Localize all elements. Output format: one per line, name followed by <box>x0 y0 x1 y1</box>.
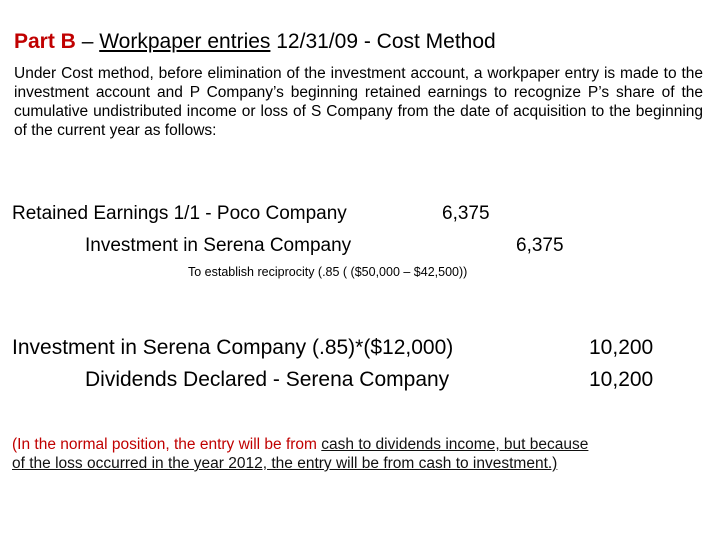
entry2-debit-amount: 10,200 <box>589 336 654 359</box>
entry2-credit-account: Dividends Declared - Serena Company <box>85 368 450 391</box>
intro-paragraph: Under Cost method, before elimination of the investment account, a workpaper entry is made to the investment account and P Company’s beginning retained earnings to recognize P’s share of the cumulative undistributed income or loss of S Company from the date of acquisition to the beginning of the current year as follows: <box>14 65 703 139</box>
entry2-debit-account: Investment in Serena Company (.85)*($12,000) <box>12 336 454 359</box>
entry1-credit-amount: 6,375 <box>516 235 564 256</box>
entry1-debit-account: Retained Earnings 1/1 - Poco Company <box>12 203 347 224</box>
page-title <box>14 30 496 54</box>
title-rest: 12/31/09 - Cost Method <box>270 30 496 53</box>
entry2-credit-amount: 10,200 <box>589 368 654 391</box>
title-underlined: Workpaper entries <box>99 30 271 53</box>
footnote-part2: cash to dividends income, but because <box>321 436 589 453</box>
footnote <box>12 435 704 473</box>
entry1-debit-amount: 6,375 <box>442 203 490 224</box>
footnote-line2: of the loss occurred in the year 2012, the entry will be from cash to investment.) <box>12 455 558 472</box>
title-part: Part B <box>14 30 76 53</box>
entry1-note: To establish reciprocity (.85 ( ($50,000 – $42,500)) <box>188 265 468 279</box>
footnote-part1: (In the normal position, the entry will be from <box>12 436 322 453</box>
entry1-credit-account: Investment in Serena Company <box>85 235 352 256</box>
title-dash: – <box>75 30 100 53</box>
